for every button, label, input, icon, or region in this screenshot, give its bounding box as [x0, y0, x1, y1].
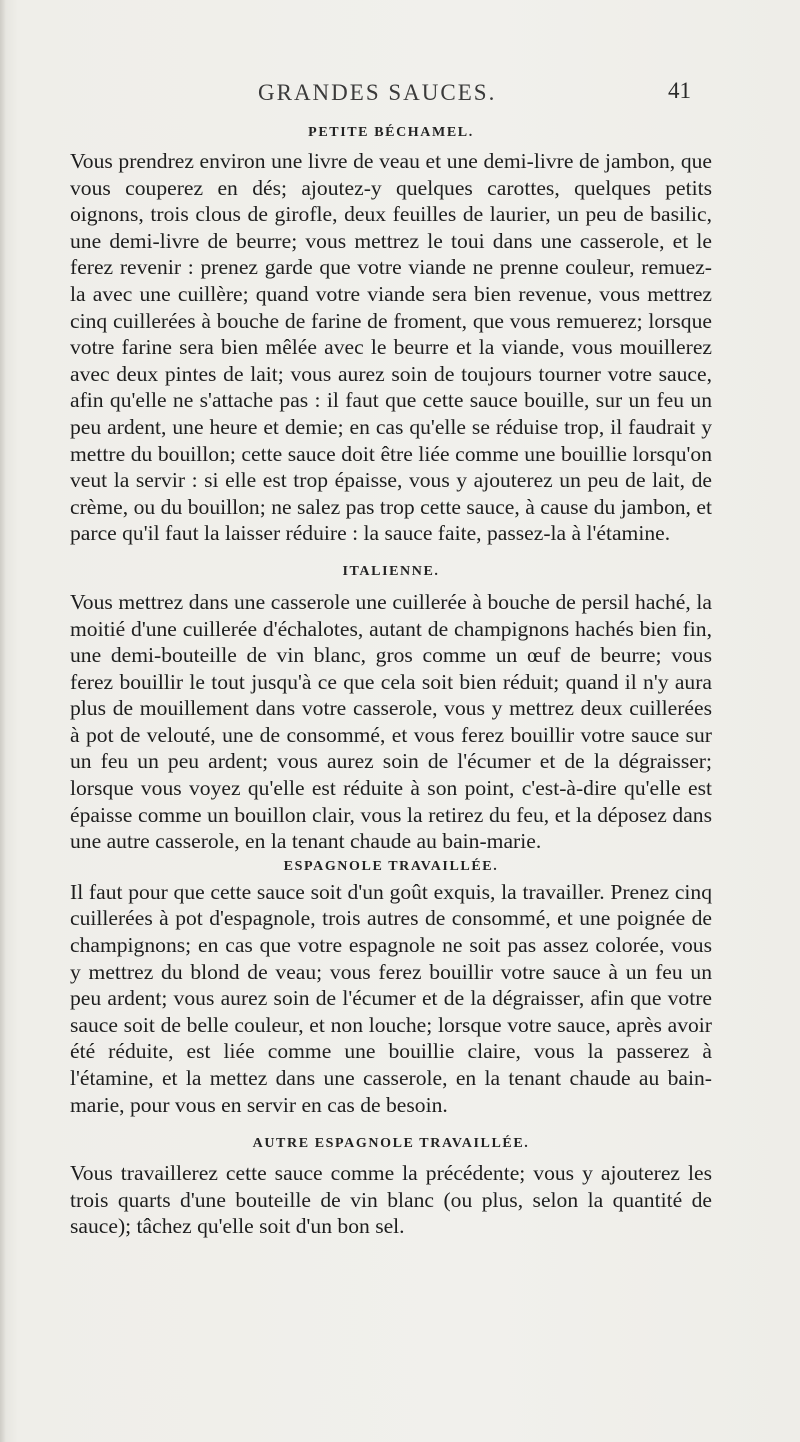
section-title-italienne: ITALIENNE. [342, 563, 440, 579]
running-head [0, 80, 800, 114]
text-block [70, 118, 712, 1240]
section-body-italienne: Vous mettrez dans une casserole une cuillerée à bouche de persil haché, la moitié d'une cuillerée d'échalotes, autant de champignons hachés bien fin, une demi-bouteille de vin blanc, gros comme un œuf de beurre; vous ferez bouillir le tout jusqu'à ce que cela soit bien réduit; quand il n'y aura plus de mouillement dans votre casserole, vous y mettrez deux cuillerées à pot de velouté, une de consommé, et vous ferez bouillir votre sauce sur un feu un peu ardent; vous aurez soin de l'écumer et de la dégraisser; lorsque vous voyez qu'elle est réduite à son point, c'est-à-dire qu'elle est épaisse comme un bouillon clair, vous la retirez du feu, et la déposez dans une autre casserole, en la tenant chaude au bain-marie. [70, 589, 712, 854]
running-title: GRANDES SAUCES. [258, 80, 497, 105]
page-gutter-shadow [0, 0, 6, 1442]
section-body-autre-espagnole: Vous travaillerez cette sauce comme la précédente; vous y ajouterez les trois quarts d'une bouteille de vin blanc (ou plus, selon la quantité de sauce); tâchez qu'elle soit d'un bon sel. [70, 1161, 712, 1239]
section-body-espagnole-travaillee: Il faut pour que cette sauce soit d'un goût exquis, la travailler. Prenez cinq cuillerées à pot d'espagnole, trois autres de consommé, et une poignée de champignons; en cas que votre espagnole ne soit pas assez colorée, vous y mettrez du blond de veau; vous ferez bouillir votre sauce à un feu un peu ardent; vous aurez soin de l'écumer et de la dégraisser, afin que votre sauce soit de belle couleur, et non louche; lorsque votre sauce, après avoir été réduite, est liée comme une bouillie claire, vous la passerez à l'étamine, et la mettez dans une casserole, en la tenant chaude au bain-marie, pour vous en servir en cas de besoin. [70, 879, 712, 1117]
page-number: 41 [668, 78, 691, 103]
section-body-petite-bechamel: Vous prendrez environ une livre de veau et une demi-livre de jambon, que vous couperez en dés; ajoutez-y quelques carottes, quelques petits oignons, trois clous de girofle, deux feuilles de laurier, un peu de basilic, une demi-livre de beurre; vous mettrez le toui dans une casserole, et le ferez revenir : prenez garde que votre viande ne prenne couleur, remuez-la avec une cuillère; quand votre viande sera bien revenue, vous mettrez cinq cuillerées à bouche de farine de froment, que vous remuerez; lorsque votre farine sera bien mêlée avec le beurre et la viande, vous mouillerez avec deux pintes de lait; vous aurez soin de toujours tourner votre sauce, afin qu'elle ne s'attache pas : il faut que cette sauce bouille, sur un feu un peu ardent, une heure et demie; en cas qu'elle se réduise trop, il faudrait y mettre du bouillon; cette sauce doit être liée comme une bouillie lorsqu'on veut la servir : si elle est trop épaisse, vous y ajouterez un peu de lait, de crème, ou du bouillon; ne salez pas trop cette sauce, à cause du jambon, et parce qu'il faut la laisser réduire : la sauce faite, passez-la à l'étamine. [70, 149, 712, 546]
section-title-petite-bechamel: PETITE BÉCHAMEL. [308, 125, 474, 140]
section-title-autre-espagnole: AUTRE ESPAGNOLE TRAVAILLÉE. [252, 1136, 530, 1152]
section-title-espagnole-travaillee: ESPAGNOLE TRAVAILLÉE. [283, 858, 499, 874]
